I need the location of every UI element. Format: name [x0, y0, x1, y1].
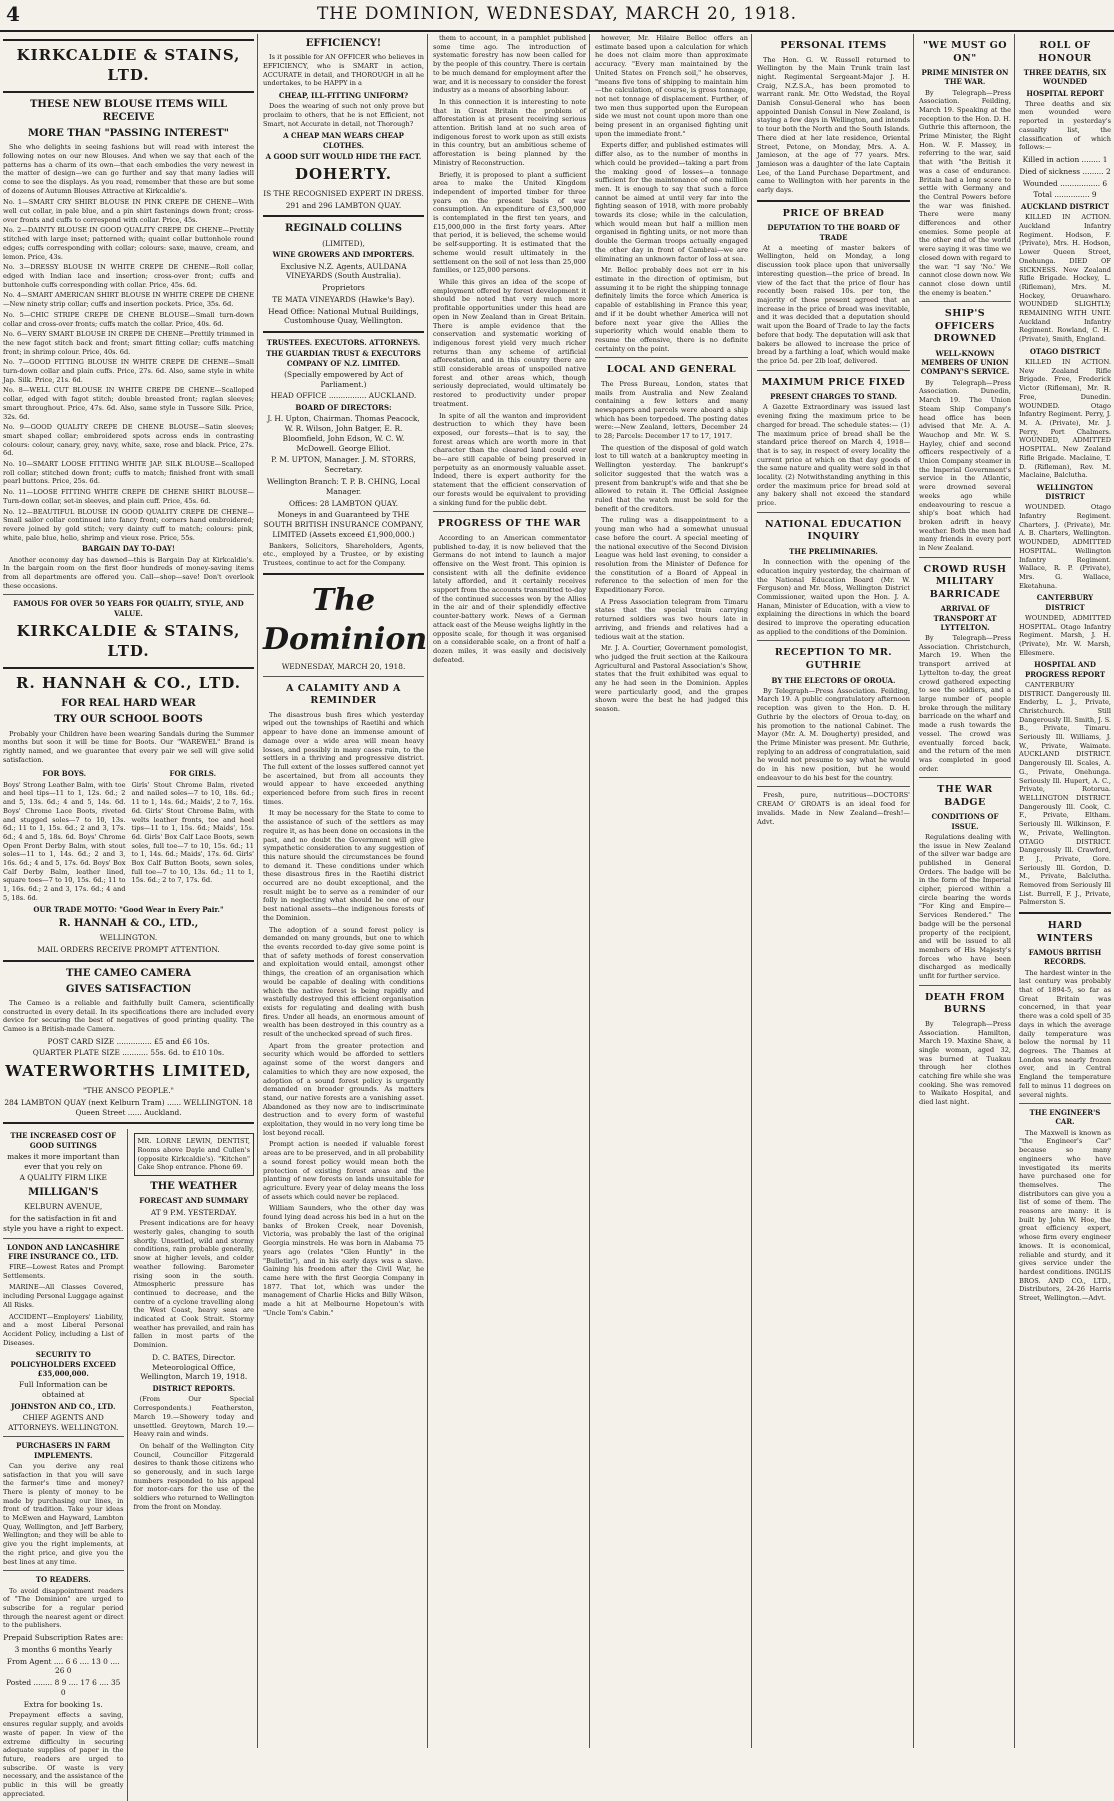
collins-agents: Exclusive N.Z. Agents, AULDANA VINEYARDS (South Australia). [280, 261, 407, 281]
rates-extra: Extra for booking 1s. [23, 1699, 103, 1709]
editorial-paragraph: The adoption of a sound forest policy is demanded on many grounds, but one to which the events recorded to-day give some point is that of safety methods of forest conservation and exploitation would entail, amongst other things, the creation of an organisation which would be capable of dealing with conditions which the native forest is being rapidly and wastefully destroyed this efficient organisation exists for regulating and dealing with bush fires. Under all heads, an enormous amount of wealth has been destroyed in this country as a result of the unchecked spread of such fires. [263, 925, 424, 1039]
doherty-expert: IS THE RECOGNISED EXPERT IN DRESS. [263, 188, 424, 198]
progress-title: PROGRESS OF THE WAR [437, 518, 582, 530]
local-item: The Press Bureau, London, states that mails from Australia and New Zealand containing a few letters and many newspapers and parcels were aboard a ship which has been torpedoed. The posting dates were:—New Zealand, letters, December 24 to 28; Parcels: December 17 to 17, 1917. [595, 379, 748, 441]
bread-subtitle: DEPUTATION TO THE BOARD OF TRADE [767, 223, 900, 242]
column-advertisements [0, 34, 258, 1798]
hannah-heading-1: FOR REAL HARD WEAR [61, 698, 196, 710]
milligan-name: MILLIGAN'S [28, 1187, 99, 1199]
weather-signature: D. C. BATES, Director. Meteorological Office, Wellington, March 19, 1918. [140, 1352, 248, 1382]
column-3 [430, 34, 590, 1748]
ships-subtitle: WELL-KNOWN MEMBERS OF UNION COMPANY'S SERVICE. [920, 349, 1010, 377]
collins-prop: Proprietors [322, 283, 365, 293]
blouse-item: No. 7—GOOD FITTING BLOUSE IN WHITE CREPE DE CHENE—Small turn-down collar and plain cuffs. Price, 27s. 6d. Also, same style in white Jap. Silk. Price, 21s. 6d. [3, 358, 254, 384]
trustees-bankers: Bankers, Solicitors, Shareholders, Agents, etc., employed by a Trustee, or by existing Trustees, continue to act for the Company. [263, 541, 424, 567]
weather-subtitle: FORECAST AND SUMMARY [139, 1196, 249, 1206]
honour-subtitle: THREE DEATHS, SIX WOUNDED [1023, 68, 1107, 87]
crowd-subtitle: ARRIVAL OF TRANSPORT AT LYTTELTON. [933, 604, 997, 632]
trustees-board: BOARD OF DIRECTORS: [295, 403, 392, 413]
kirkcaldie-heading-1: THESE NEW BLOUSE ITEMS WILL RECEIVE [29, 98, 228, 123]
badge-text: Regulations dealing with the issue in New Zealand of the silver war badge are published in General Orders. The badge will be in the form of the Imperial cipher, pierced within a circle bearing the words "For King and Empire—Services Rendered." The badge will be the personal property of the recipient, and will be issued to all members of His Majesty's forces who have been discharged as medically unfit for further service. [919, 832, 1011, 981]
crowd-text: By Telegraph—Press Association. Christchurch, March 19. When the transport arrived at Lyttelton to-day, the great crowd gathered expecting to see the soldiers, and a large number of people broke through the military barricade on the wharf and made a rush towards the vessel. The crowd was eventually forced back, and the return of the men was completed in good order. [919, 634, 1011, 773]
editorial-date: WEDNESDAY, MARCH 20, 1918. [281, 661, 406, 671]
car-title: THE ENGINEER'S CAR. [1029, 1108, 1101, 1127]
max-text: A Gazette Extraordinary was issued last evening fixing the maximum price to be charged for bread. The schedule states:— (1) The maximum price of bread shall be the standard price thereof on March 4, 1918—that is to say, in respect of every locality the current price at which on that day goods of the same nature and quality were sold in that locality. (2) Notwithstanding anything in this order the maximum price for bread sold at any bakery shall not exceed the standard price. [757, 403, 910, 508]
insurance-agent: JOHNSTON AND CO., LTD. [11, 1401, 116, 1411]
honour-killed: Killed in action ........ 1 [1022, 154, 1108, 164]
cameo-heading-1: THE CAMEO CAMERA [65, 967, 192, 979]
honour-title: ROLL OF HONOUR [1038, 40, 1092, 64]
local-item: Mr. J. A. Courtier, Government pomologist, who judged the fruit section at the Kaikoura Agricultural and Pastoral Association's Show, states that the fruit exhibited was equal to any he had seen in the Dominion. Apples were particularly good, and the grapes shown were the best he had judged this season. [595, 644, 748, 714]
kirkcaldie-intro: She who delights in seeing fashions but will read with interest the following notes on our new Blouses. And when we say that each of the patterns has a charm of its own—that each embodies the very newest in the matter of design—we can go further and say that many ladies will come to see the displays. As you read, remember that these are but some of dozens of Autumn Blouses Attractive at Kirkcaldie's. [3, 143, 254, 195]
hannah-intro: Probably your Children have been wearing Sandals during the Summer months but soon it will be time for Boots. Our "WAREWEL" Brand is rightly named, and we guarantee that every pair we sell will give solid satisfaction. [3, 729, 254, 764]
blouse-item: No. 6—VERY SMART BLOUSE IN CREPE DE CHENE—Prettily trimmed in the new fagot stitch back and front; smart fitting collar; cuffs matching front; in shrimp colour. Price, 40s. 6d. [3, 330, 254, 356]
weather-text: Present indications are for heavy westerly gales, changing to south shortly. Unsettled, wild and stormy conditions, rain probable generally, snow at higher levels, and colder weather following. Barometer rising soon in the south. Atmospheric pressure has continued to decrease, and the centre of a cyclone travelling along the West Coast, heavy seas are indicated at Cook Strait. Stormy weather has prevailed, and rain has fallen in most parts of the Dominion. [133, 1219, 254, 1350]
boys-title: FOR BOYS. [42, 769, 87, 779]
milligan-text-3: for the satisfaction in fit and style you have a right to expect. [3, 1214, 124, 1233]
readers-title: TO READERS. [35, 1575, 91, 1585]
efficiency-good: A GOOD SUIT WOULD HIDE THE FACT. [265, 151, 422, 161]
district-text: KILLED IN ACTION. New Zealand Rifle Brigade. Free, Frederick Victor (Rifleman), Mr. R. Free, Dunedin. WOUNDED. Otago Infantry Regiment. Perry, J. M. A. (Private), Mr. J. Perry, Port Chalmers. WOUNDED, ADMITTED HOSPITAL. New Zealand Rifle Brigade. Maclaine, T. D. (Rifleman), Rev. M. Maclaine, Balclutha. [1019, 358, 1111, 480]
milligan-text-1: makes it more important than ever that you rely on [7, 1151, 120, 1171]
wmgo-title: "WE MUST GO ON" [922, 40, 1008, 64]
forestry-paragraph: In this connection it is interesting to note that in Great Britain the problem of afforestation is at present receiving serious attention. British land at no such area of indigenous forest to work upon as still exists in this country, but an ambitious scheme of afforestation is being planned by the Ministry of Reconstruction. [433, 97, 586, 167]
waterworths-sub: "THE ANSCO PEOPLE." [83, 1086, 174, 1096]
education-text: In connection with the opening of the education inquiry yesterday, the chairman of the National Education Board (Mr. W. Ferguson) and Mr. Moss, Wellington District Commissioner, waited upon the Hon. J. A. Hanan, Minister of Education, with a view to explaining the directions in which the board desired to improve the operating education as applied to the conditions of the Dominion. [757, 558, 910, 636]
cameo-price-1: POST CARD SIZE ............... £5 and £6 10s. [47, 1036, 210, 1046]
efficiency-cheap-2: A CHEAP MAN WEARS CHEAP CLOTHES. [283, 131, 404, 150]
dentist-ad: MR. LORNE LEWIN, DENTIST, Rooms above Dayle and Cullen's (opposite Kirkcaldie's). "Kitchen" Cake Shop entrance. Phone 69. [134, 1133, 255, 1176]
girls-title: FOR GIRLS. [169, 769, 217, 779]
cameo-heading-2: GIVES SATISFACTION [65, 983, 192, 995]
blouse-item: No. 5—CHIC STRIPE CREPE DE CHENE BLOUSE—Small turn-down collar and cross-over fronts; cuffs match the collar. Price, 40s. 6d. [3, 310, 254, 328]
trustees-company: THE GUARDIAN TRUST & EXECUTORS COMPANY OF N.Z. LIMITED. [266, 349, 421, 368]
editorial-title: A CALAMITY AND A REMINDER [286, 682, 401, 707]
waterworths-name: WATERWORTHS LIMITED, [5, 1062, 252, 1081]
collins-brand: TE MATA VINEYARDS (Hawke's Bay). [272, 294, 415, 304]
reception-title: RECEPTION TO MR. GUTHRIE [774, 647, 893, 671]
bread-title: PRICE OF BREAD [782, 207, 885, 219]
personal-text: The Hon. G. W. Russell returned to Wellington by the Main Trunk train last night. Regimental Sergeant-Major J. H. Craig, N.Z.S.A., has been promoted to warrant rank. Mr. Otto Wedstad, the Royal Danish Consul-General who has been appointed Danish Consul in New Zealand, is staying a few days in Wellington, and intends to tour both the North and the South Islands. There died at her late residence, Oriental Street, Petone, on Monday, Mrs. A. A. Jamieson, at the age of 77 years. Mrs. Jamieson was a daughter of the late Captain Lee, of the Land Purchase Department, and came to Wellington with her parents in the early days. [757, 55, 910, 195]
war-paragraph: Experts differ, and published estimates will differ also, as to the number of months in which could be provided—taking a part from the making good of losses—a tonnage sufficient for the maintenance of one million men. It is enough to say that such a force cannot be aimed at until very far into the fighting season of 1918, with more probably towards its close; while in the calculation, which would mean but half a million men organised in fighting units, or not more than double the German troops actually engaged the other day in front of Cambrai—we are eliminating an unknown factor of loss at sea. [595, 141, 748, 263]
collins-desc: WINE GROWERS AND IMPORTERS. [272, 250, 415, 260]
kirkcaldie-name-footer: KIRKCALDIE & STAINS, LTD. [16, 621, 241, 660]
badge-subtitle: CONDITIONS OF ISSUE. [931, 812, 999, 831]
district-text: KILLED IN ACTION. Auckland Infantry Regiment. Hodson, F. (Private), Mrs. H. Hodson, Lower Queen Street, Onehunga. DIED OF SICKNESS. New Zealand Rifle Brigade. Hockey, L. (Rifleman), Mrs. M. Hockey, Oruawharo. WOUNDED SLIGHTLY; REMAINING WITH UNIT. Auckland Infantry Regiment. Rowland, C. H. (Private), Smith, England. [1019, 213, 1111, 344]
forestry-paragraph: them to account, in a pamphlet published some time ago. The introduction of systematic forestry has now been called for by the people of this country. There is certain to be much demand for employment after the war, and it is necessary to consider the forest industry as a means of absorbing labour. [433, 34, 586, 95]
honour-total: Total ............... 9 [1033, 190, 1097, 200]
trustees-title: TRUSTEES. EXECUTORS. ATTORNEYS. [266, 338, 421, 348]
bargain-text: Another economy day has dawned—this is Bargain Day at Kirkcaldie's. In the bargain room on the first floor hundreds of money-saving items from all departments are offered you. Call—shop—save! Don't overlook these occasions. [3, 555, 254, 590]
honour-wounded: Wounded ................. 6 [1022, 178, 1108, 188]
blouse-item: No. 11—LOOSE FITTING WHITE CREPE DE CHENE SHIRT BLOUSE—Turn-down collar, set-in sleeves, and plain cuff. Price, 45s. 6d. [3, 488, 254, 505]
trustees-guarantee: Moneys in and Guaranteed by THE SOUTH BRITISH INSURANCE COMPANY, LIMITED (Assets exceed £1,900,000.) [263, 510, 424, 539]
district-title: DISTRICT REPORTS. [152, 1384, 236, 1394]
groats-ad: Fresh, pure, nutritious—DOCTORS' CREAM O' GROATS is an ideal food for invalids. Made in New Zealand—fresh!—Advt. [757, 791, 910, 826]
bargain-day: BARGAIN DAY TO-DAY! [82, 544, 175, 554]
blouse-item: No. 1—SMART CRY SHIRT BLOUSE IN PINK CREPE DE CHENE—With well cut collar, in pale blue, and a pin shirt fastenings down front; cross-over fronts and cuffs to correspond with collar. Price, 45s. [3, 198, 254, 224]
personal-title: PERSONAL ITEMS [780, 40, 887, 51]
local-title: LOCAL AND GENERAL [606, 364, 737, 376]
progress-report-title: HOSPITAL AND PROGRESS REPORT [1024, 660, 1106, 679]
editorial-paragraph: It may be necessary for the State to come to the assistance of such of the settlers as may require it, as has been done on occasions in the past, and no doubt the Government will give sympathetic consideration to any suggestion of this nature should the circumstances be found to demand it. These conditions under which these disastrous fires in the Raetihi district occurred are no doubt exceptional, and the result might be to serve as a reminder of our folly in neglecting what should be one of our best national assets—the indigenous forests of the Dominion. [263, 809, 424, 922]
local-item: The question of the disposal of gold watch lost to till watch at a bankruptcy meeting in Wellington yesterday. The bankrupt's solicitor suggested that the watch was a present from bankrupt's wife and that she be allowed to retain it. The Official Assignee ruled that the watch must be sold for the benefit of the creditors. [595, 443, 748, 513]
max-title: MAXIMUM PRICE FIXED [761, 376, 906, 388]
milligan-text-2: A QUALITY FIRM LIKE [19, 1173, 107, 1183]
cameo-price-2: QUARTER PLATE SIZE ........... 55s. 6d. to £10 10s. [32, 1048, 225, 1058]
dominion-masthead: The Dominion [263, 582, 428, 658]
forestry-paragraph: In spite of all the wanton and improvident destruction to which they have been exposed, our forests—that is to say, the forest areas which are worth more in that character than the cleared land could ever be—are still capable of being preserved in perpetuity as an enormously valuable asset. Indeed, there is expert authority for the statement that the efficient conservation of our forests would be equivalent to providing a sinking fund for the public debt. [433, 411, 586, 507]
insurance-info: Full Information can be obtained at [19, 1380, 108, 1399]
war-paragraph: however, Mr. Hilaire Belloc offers an estimate based upon a calculation for which he does not claim more than approximate accuracy. "Every man maintained by the United States on French soil," he observes, "means five tons of shipping to maintain him—the calculation, of course, is gross tonnage, not net tonnage of displacement. Further, of two men thus supported upon the European side we must not count upon more than one being present in an organised fighting unit upon the immediate front." [595, 34, 748, 138]
reception-subtitle: BY THE ELECTORS OF OROUA. [771, 675, 896, 685]
district-text: (From Our Special Correspondents.) Featherston, March 19.—Showery today and unsettled. Greytown, March 19.—Heavy rain and winds. [133, 1395, 254, 1439]
efficiency-text: Is it possible for AN OFFICER who believes in EFFICIENCY, who is SMART in action, ACCURATE in detail, and THOROUGH in all he undertakes, to be HAPPY in a [263, 53, 424, 88]
cameo-text: The Cameo is a reliable and faithfully built Camera, scientifically constructed in every detail. In its specifications there are included every device for securing the best of negatives of good printing quality. The Cameo is a British-made Camera. [3, 998, 254, 1033]
honour-died: Died of sickness ......... 2 [1019, 166, 1111, 176]
insurance-agent-sub: CHIEF AGENTS AND ATTORNEYS. WELLINGTON. [8, 1412, 119, 1432]
honour-report: HOSPITAL REPORT [1026, 88, 1104, 98]
editorial-paragraph: William Saunders, who the other day was found lying dead across his bed in a hut on the banks of Broken Creek, near Dovenish, Victoria, was probably the last of the original Georgia minstrels. He was born in Alabama 75 years ago (relates "Glen Huntly" in the "Bulletin"), and in his early days was a slave. Gaining his freedom after the Civil War, he came here with the first Georgia Company in 1877. That lot, which was under the management of Charlie Hicks and Billy Wilson, made a hit at Melbourne Hopetoun's with "Uncle Tom's Cabin." [263, 1204, 424, 1317]
kirkcaldie-tagline: FAMOUS FOR OVER 50 YEARS FOR QUALITY, STYLE, AND VALUE. [13, 599, 244, 618]
insurance-marine: MARINE—All Classes Covered, including Personal Luggage against All Risks. [3, 1283, 124, 1309]
collins-name: REGINALD COLLINS [284, 223, 402, 235]
milligan-address: KELBURN AVENUE, [24, 1202, 103, 1212]
editorial-paragraph: Prompt action is needed if valuable forest areas are to be preserved, and in all probability a sound forest policy would mean both the protection of existing forest areas and the planting of new forests on lands unsuitable for agriculture. Every year of delay means the loss of assets which could never be replaced. [263, 1140, 424, 1201]
editorial-paragraph: Apart from the greater protection and security which would be afforded to settlers against some of the worst dangers and calamities to which they are now exposed, the adoption of a sound forest policy is urgently demanded on broader grounds. As matters stand, our native forests are a vanishing asset. Abandoned as they now are to indiscriminate destruction and to every form of wasteful exploitation, they would in no very long time be lost beyond recall. [263, 1041, 424, 1137]
blouse-item: No. 2—DAINTY BLOUSE IN GOOD QUALITY CREPE DE CHENE—Prettily stitched with large inset; patterned with; quaint collar buttonhole round edges; cuffs corresponding with collar; colours: saxe, mauve, cream, and lemon. Price, 43s. [3, 226, 254, 261]
wmgo-subtitle: PRIME MINISTER ON THE WAR. [921, 68, 1009, 87]
bread-text: At a meeting of master bakers of Wellington, held on Monday, a long discussion took place upon that universally interesting question—the price of bread. In view of the fact that the price of flour has recently been raised 10s. per ton, the majority of those present agreed that an increase in the price of bread was inevitable, and it was decided that a deputation should wait upon the Board of Trade to lay the facts before that body. The deputation will ask that bakers be allowed to increase the price of bread by a farthing a loaf, which would make the price 5d. per 2lb loaf, delivered. [757, 243, 910, 365]
blouse-item: No. 4—SMART AMERICAN SHIRT BLOUSE IN WHITE CREPE DE CHENE—New ninety strip collar; cuffs and insertion pockets. Price, 35s. 6d. [3, 291, 254, 309]
badge-title: THE WAR BADGE [937, 784, 993, 808]
honour-intro: Three deaths and six men wounded were reported in yesterday's casualty list, the classification of which follows:— [1019, 99, 1111, 152]
editorial-paragraph: The disastrous bush fires which yesterday wiped out the townships of Raetihi and which appear to have done an immense amount of damage over a wide area will mean heavy losses, and possibly in many cases ruin, to the settlers in a thriving and progressive district. The full extent of the losses suffered cannot yet be ascertained, but from all accounts they would appear to have exceeded anything experienced before from such fires in recent times. [263, 710, 424, 806]
forestry-paragraph: While this gives an idea of the scope of employment offered by forest development it should be noted that very much more profitable opportunities under this head are open in New Zealand than in Great Britain. There is ample evidence that the conservation and systematic working of indigenous forest yield very much richer returns than any scheme of artificial afforestation, and in this country there are still considerable areas of unspoiled native forest and other areas which, though seriously depreciated, would ultimately be restored to productivity under proper treatment. [433, 277, 586, 408]
column-2 [260, 34, 428, 1748]
crowd-title: CROWD RUSH MILITARY BARRICADE [923, 563, 1007, 600]
car-text: The Maxwell is known as "the Engineer's Car" because so many engineers who have investigated its merits have purchased one for themselves. The distributors can give you a list of some of them. The reasons are many: it is built by John W. Hoe, the great efficiency expert, whose firm every engineer knows. It is economical, reliable and sturdy, and it gives service under the hardest conditions. INGLIS BROS. AND CO., LTD., Distributors, 24-26 Harris Street, Wellington.—Advt. [1019, 1128, 1111, 1303]
district-name: CANTERBURY DISTRICT [1036, 593, 1094, 612]
newspaper-title: THE DOMINION, WEDNESDAY, MARCH 20, 1918. [316, 4, 798, 24]
insurance-fire: FIRE—Lowest Rates and Prompt Settlements. [3, 1263, 124, 1280]
efficiency-title: EFFICIENCY! [305, 38, 382, 49]
insurance-accident: ACCIDENT—Employers' Liability, and a most Liberal Personal Accident Policy, including a List of Diseases. [3, 1312, 124, 1347]
progress-report-text: CANTERBURY DISTRICT. Dangerously Ill. Enderby, L. J., Private, Christchurch. Still Dangerously Ill. Smith, J. S. B., Private, Timaru. Seriously Ill. Williams, J. W., Private, Waimate. AUCKLAND DISTRICT. Dangerously Ill. Scales, A. G., Private, Onehunga. Seriously Ill. Hupert, A. C., Private, Rotorua. WELLINGTON DISTRICT. Dangerously Ill. Cook, C. F., Private, Eltham. Seriously Ill. Wilkinson, F. W., Private, Wellington. OTAGO DISTRICT. Dangerously Ill. Crawford, P. J., Private, Gore. Seriously Ill. Gordon, D. M., Private, Balclutha. Removed from Seriously Ill List. Burrell, F. J., Private, Palmerston S. [1019, 680, 1111, 907]
milligan-heading: THE INCREASED COST OF GOOD SUITINGS [10, 1131, 117, 1150]
hannah-city: WELLINGTON. [99, 932, 158, 942]
masthead [0, 0, 1114, 32]
collins-office: Head Office: National Mutual Buildings, Customhouse Quay, Wellington. [268, 306, 419, 326]
column-5 [754, 34, 914, 1748]
weather-title: THE WEATHER [150, 1181, 238, 1193]
ships-text: By Telegraph—Press Association. Dunedin, March 19. The Union Steam Ship Company's head office has been advised that Mr. A. A. Wauchop and Mr. W. S. Hayley, chief and second officers respectively of a Union Company steamer in the Imperial Government's service in the Atlantic, were drowned several weeks ago while endeavouring to rescue a ship's boat which had broken adrift in heavy weather. Both the men had many friends in every port in New Zealand. [919, 378, 1011, 553]
death-title: DEATH FROM BURNS [924, 991, 1006, 1016]
local-item: A Press Association telegram from Timaru states that the special train carrying returned soldiers was two hours late in arriving, and friends and relatives had a tedious wait at the station. [595, 597, 748, 641]
insurance-name: LONDON AND LANCASHIRE FIRE INSURANCE CO., LTD. [6, 1242, 120, 1261]
trustees-directors: J. H. Upton, Chairman. Thomas Peacock, W. R. Wilson, John Batger, E. R. Bloomfield, John Edson, W. C. W. McDowell. George Elliot. [267, 414, 420, 453]
reception-text: By Telegraph—Press Association. Feilding, March 19. A public congratulatory afternoon reception was given to the Hon. D. H. Guthrie by the electors of Oroua to-day, on his promotion to the national Cabinet. The Mayor (Mr. A. M. Dougherty) presided, and the Prime Minister was present. Mr. Guthrie, replying to an address of congratulation, said he would not presume to say what he would do in his new position, but he would endeavour to do his best for the country. [757, 686, 910, 782]
hannah-mail: MAIL ORDERS RECEIVE PROMPT ATTENTION. [37, 944, 220, 954]
trustees-manager: P. M. UPTON, Manager. J. M. STORRS, Secretary. [271, 455, 416, 475]
hannah-name: R. HANNAH & CO., LTD. [16, 673, 241, 692]
insurance-security: SECURITY TO POLICYHOLDERS EXCEED £35,000,000. [10, 1350, 116, 1378]
trustees-head: HEAD OFFICE ................ AUCKLAND. [270, 391, 417, 401]
district-text: WOUNDED. Otago Infantry Regiment. Charters, J. (Private), Mr. A. B. Charters, Wellington. WOUNDED, ADMITTED HOSPITAL. Wellington Infantry Regiment. Wallace, R. P. (Private), Mrs. G. Wallace, Eketahuna. [1019, 503, 1111, 590]
trustees-branch: Wellington Branch: T. P. B. CHING, Local Manager. [266, 476, 421, 496]
kirkcaldie-name: KIRKCALDIE & STAINS, LTD. [16, 46, 241, 84]
winters-title: HARD WINTERS [1036, 920, 1094, 944]
waterworths-address: 284 LAMBTON QUAY (next Kelburn Tram) ...... WELLINGTON. 18 Queen Street ...... Auckland. [4, 1097, 253, 1117]
district-name: OTAGO DISTRICT [1029, 346, 1101, 356]
page-number: 4 [6, 2, 20, 26]
max-subtitle: PRESENT CHARGES TO STAND. [770, 392, 897, 402]
blouse-item: No. 10—SMART LOOSE FITTING WHITE JAP. SILK BLOUSE—Scalloped roll collar; stitched down front; cuffs to match; finished front with small pearl buttons. Price, 25s. 6d. [3, 460, 254, 486]
education-title: NATIONAL EDUCATION INQUIRY [764, 518, 902, 543]
ships-title: SHIP'S OFFICERS DROWNED [933, 308, 997, 345]
hannah-name-footer: R. HANNAH & CO., LTD., [58, 917, 199, 929]
education-subtitle: THE PRELIMINARIES. [789, 546, 878, 556]
kirkcaldie-items [3, 198, 254, 542]
implements-text: Can you derive any real satisfaction in that you will save the farmer's time and money? There is plenty of money to be made by purchasing our lines, in front of tradition. Take your ideas to McEwen and Hayward, Lambton Quay, Wellington, and Jeff Barbery, Wellington; and they will be able to give you the right implements, at the right price, and give you the best lines at any time. [3, 1461, 124, 1566]
implements-title: PURCHASERS IN FARM IMPLEMENTS. [16, 1441, 111, 1460]
death-text: By Telegraph—Press Association. Hamilton, March 19. Maxine Shaw, a single woman, aged 32, was burned at Tuakau through her clothes catching fire while she was cooking. She was removed to Waikato Hospital, and died last night. [919, 1019, 1011, 1107]
column-4 [592, 34, 752, 1748]
boys-list: Boys' Strong Leather Balm, with toe and heel tips—11 to 1, 12s. 6d.; 2 and 5, 13s. 6d.; 4 and 5, 14s. 6d. Boys' Chrome Lace Boots, riveted and stugged soles—7 to 10, 13s. 6d.; 11 to 1, 15s. 6d.; 2 and 3, 17s. 6d.; 4 and 5, 18s. 6d. Boys' Chrome Open Front Derby Balm, with stout soles—11 to 1, 14s. 6d.; 2 and 3, 16s. 6d.; 4 and 5, 17s. 6d. Boys' Box Calf Derby Balm, leather lined, square toes—7 to 10, 15s. 6d.; 11 to 1, 16s. 6d.; 2 and 3, 17s. 6d.; 4 and 5, 18s. 6d. [3, 780, 126, 902]
readers-prepay: Prepayment effects a saving, ensures regular supply, and avoids waste of paper. In view of the extreme difficulty in securing adequate supplies of paper in the future, readers are urged to subscribe. Of waste is very necessary, and the assistance of the public in this will be greatly appreciated. [3, 1711, 124, 1798]
trustees-empowered: (Specially empowered by Act of Parliament.) [284, 369, 403, 389]
blouse-item: No. 9—GOOD QUALITY CREPE DE CHENE BLOUSE—Satin sleeves; smart shaped collar; embroidered spots across ends in contrasting colours: colour, canary, grey, navy, white, saxe, rose and black. Price, 27s. 6d. [3, 423, 254, 458]
blouse-item: No. 3—DRESSY BLOUSE IN WHITE CREPE DE CHENE—Roll collar, edged with Indian lace and insertion; cross-over front; cuffs and buttonhole cuffs corresponding with collar. Price, 45s. 6d. [3, 263, 254, 289]
collins-ltd: (LIMITED), [322, 238, 365, 248]
doherty-name: DOHERTY. [294, 165, 393, 184]
district-name: AUCKLAND DISTRICT [1021, 202, 1109, 212]
war-paragraph: Mr. Belloc probably does not err in his estimate in the direction of optimism, but assuming it to be right the shipping tonnage definitely limits the force which America is capable of establishing in France this year, and if it be doubt whether America will not before next year give the Allies the superiority which would enable them to resume the offensive, there is no definite certainty on the point. [595, 266, 748, 353]
thanks-text: On behalf of the Wellington City Council, Councillor Fitzgerald desires to thank those citizens who so generously, and in such large numbers responded to his appeal for motor-cars for the use of the soldiers who returned to Wellington from the front on Monday. [133, 1441, 254, 1511]
blouse-item: No. 12—BEAUTIFUL BLOUSE IN GOOD QUALITY CREPE DE CHENE—Small sailor collar continued into fancy front; corners hand embroidered; revere joined by gold stitch; very dainty cuff to match; colours: pink, white, pale blue, helio, shrimp and vieux rose. Price, 55s. [3, 507, 254, 542]
district-text: WOUNDED, ADMITTED HOSPITAL. Otago Infantry Regiment. Marsh, J. H. (Private), Mr. W. Marsh, Ellesmere. [1019, 613, 1111, 657]
rates-agent: From Agent .... 6 6 .... 13 0 .... 26 0 [6, 1656, 120, 1676]
column-6 [916, 34, 1114, 1748]
wmgo-text: By Telegraph—Press Association. Feilding, March 19. Speaking at the reception to the Hon. D. H. Guthrie this afternoon, the Prime Minister, the Right Hon. W. F. Massey, in referring to the war, said that with "the British it was a case of endurance. Britain had a long score to settle with Germany and the Central Powers before the war was finished. There were many differences and other enemies. Some people at the other end of the world were saying it was time we closed down with regard to the war. "I say 'No.' We cannot close down now. We cannot close down until the enemy is beaten." [919, 88, 1011, 297]
girls-list: Girls' Stout Chrome Balm, riveted and nailed soles—7 to 10, 18s. 6d.; 11 to 1, 14s. 6d.; Maids', 2 to 7, 16s. 6d. Girls' Stout Chrome Balm, with welts leather fronts, toe and heel tips—11 to 1, 15s. 6d.; Maids', 15s. 6d. Girls' Box Calf Lace Boots, sewn soles, full toe—7 to 10, 15s. 6d.; 11 to 1, 14s. 6d.; Maids', 17s. 6d. Girls' Box Calf Button Boots, sewn soles, full toe—7 to 10, 13s. 6d.; 11 to 1, 15s. 6d.; 2 to 7, 17s. 6d. [131, 780, 254, 885]
readers-text: To avoid disappointment readers of "The Dominion" are urged to subscribe for a regular period through the nearest agent or direct to the publishers. [3, 1586, 124, 1630]
rates-posted: Posted ........ 8 9 .... 17 6 .... 35 0 [6, 1678, 121, 1697]
forestry-paragraph: Briefly, it is proposed to plant a sufficient area to make the United Kingdom independent of imported timber for three years on the present basis of war consumption. An expenditure of £3,500,000 is contemplated in the first ten years, and £15,000,000 in the first forty years. After that period, it is believed, the scheme would be self-supporting. It is estimated that the scheme would result ultimately in the settlement on the soil of not less than 25,000 families, or 125,000 persons. [433, 170, 586, 275]
weather-time: AT 9 P.M. YESTERDAY. [150, 1207, 237, 1217]
hannah-heading-2: TRY OUR SCHOOL BOOTS [54, 714, 203, 726]
winters-subtitle: FAMOUS BRITISH RECORDS. [1028, 948, 1102, 967]
blouse-item: No. 8—WELL CUT BLOUSE IN WHITE CREPE DE CHENE—Scalloped collar, edged with fagot stitch; double breasted front; raglan sleeves; smart throughout. Price, 47s. 6d. Also, same style in Tussore Silk. Price, 32s. 6d. [3, 386, 254, 421]
rates-title: Prepaid Subscription Rates are: [3, 1633, 124, 1643]
efficiency-text-2: Does the wearing of such not only prove but proclaim to others, that he is not Efficient, not Smart, not Accurate in detail, not Thorough? [263, 102, 424, 128]
progress-text: According to an American commentator published to-day, it is now believed that the Germans do not intend to launch a major offensive on the West front. This opinion is consistent with all the definite evidence lately afforded, and it certainly receives support from the accounts transmitted to-day of the continued successes won by the Allies in the air and of their splendidly effective counter-battery work. News of a German attack east of the Meuse weighs lightly in the opposite scale, for though it was organised on a considerable scale, on a front of half a dozen miles, it was easily and decisively defeated. [433, 533, 586, 664]
doherty-address: 291 and 296 LAMBTON QUAY. [285, 200, 402, 210]
district-name: WELLINGTON DISTRICT [1036, 482, 1094, 502]
efficiency-cheap: CHEAP, ILL-FITTING UNIFORM? [278, 91, 409, 100]
local-item: The ruling was a disappointment to a young man who had a somewhat unusual case before the court. A special meeting of the national executive of the Second Division League was held last evening, to consider a resolution from the Minister of Defence for the constitution of a Board of Appeal in reference to the selection of men for the Expeditionary Force. [595, 516, 748, 595]
trustees-offices: Offices: 28 LAMBTON QUAY. [289, 498, 398, 508]
winters-text: The hardest winter in the last century was probably that of 1894-5, so far as Great Britain was concerned, in that year there was a cold spell of 35 days in which the average daily temperature was below the normal by 11 degrees. The Thames at London was nearly frozen over, and in Central England the temperature fell to minus 11 degrees on several nights. [1019, 968, 1111, 1099]
kirkcaldie-heading-2: MORE THAN "PASSING INTEREST" [28, 127, 229, 139]
hannah-motto: OUR TRADE MOTTO: "Good Wear in Every Pair." [33, 904, 224, 914]
rates-head: 3 months 6 months Yearly [14, 1644, 112, 1654]
